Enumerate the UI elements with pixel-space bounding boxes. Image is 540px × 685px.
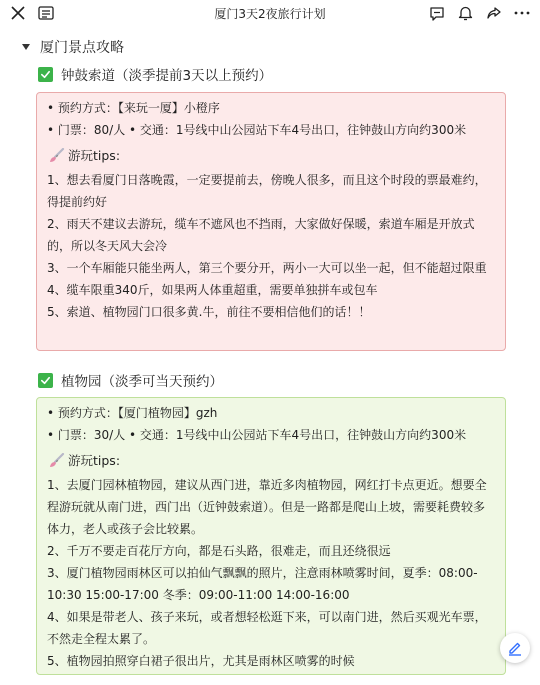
callout-card <box>36 92 506 351</box>
tip-item: 4、如果是带老人、孩子来玩，或者想轻松逛下来，可以南门进，然后买观光车票，不然走全程太累了。 <box>47 610 487 646</box>
booking-method: • 预约方式：【厦门植物园】gzh <box>47 406 218 420</box>
bell-icon[interactable] <box>455 3 475 23</box>
tip-item: 5、索道、植物园门口很多黄.牛，前往不要相信他们的话！！ <box>47 305 371 319</box>
attraction-title <box>38 370 223 390</box>
tip-item: 3、厦门植物园雨林区可以拍仙气飘飘的照片，注意雨林喷雾时间，夏季：08:00-10:30 15:00-17:00 冬季：09:00-11:00 14:00-16:00 <box>47 566 478 602</box>
checkbox-icon[interactable] <box>38 67 53 82</box>
checkbox-icon[interactable] <box>38 373 53 388</box>
attraction-title <box>38 64 272 84</box>
callout-card <box>36 397 506 675</box>
brush-icon <box>47 453 65 469</box>
booking-method: • 预约方式：【来玩一厦】小橙序 <box>47 101 220 115</box>
tip-item: 5、植物园拍照穿白裙子很出片，尤其是雨林区喷雾的时候 <box>47 654 355 668</box>
brush-icon <box>47 148 65 164</box>
close-icon[interactable] <box>8 3 28 23</box>
attraction-title-text: 植物园（淡季可当天预约） <box>61 374 223 390</box>
outline-icon[interactable] <box>36 3 56 23</box>
attraction-title-text: 钟鼓索道（淡季提前3天以上预约） <box>61 68 273 84</box>
tips-label: 游玩tips: <box>68 148 121 163</box>
ticket-transport: • 门票：80/人 • 交通：1号线中山公园站下车4号出口，往钟鼓山方向约300米 <box>47 123 467 137</box>
top-bar <box>0 0 540 26</box>
tips-label: 游玩tips: <box>68 453 121 468</box>
tip-item: 1、想去看厦门日落晚霞，一定要提前去，傍晚人很多，而且这个时段的票最难约，得提前约好 <box>47 173 487 209</box>
document-title: 厦门3天2夜旅行计划 <box>214 7 326 21</box>
tips-heading <box>47 448 495 474</box>
tip-item: 3、一个车厢能只能坐两人，第三个要分开，两小一大可以坐一起，但不能超过限重 <box>47 261 487 275</box>
ticket-transport: • 门票：30/人 • 交通：1号线中山公园站下车4号出口，往钟鼓山方向约300米 <box>47 428 467 442</box>
more-icon[interactable] <box>512 3 532 23</box>
share-icon[interactable] <box>484 3 504 23</box>
section-header[interactable] <box>22 37 124 57</box>
edit-button[interactable] <box>500 633 530 663</box>
comment-icon[interactable] <box>427 3 447 23</box>
caret-down-icon[interactable] <box>22 44 30 50</box>
tip-item: 2、雨天不建议去游玩，缆车不遮风也不挡雨，大家做好保暖，索道车厢是开放式的，所以冬天风大会冷 <box>47 217 475 253</box>
tip-item: 2、千万不要走百花厅方向，都是石头路，很难走，而且还绕很远 <box>47 544 391 558</box>
edit-icon <box>507 640 523 656</box>
section-title: 厦门景点攻略 <box>40 40 124 56</box>
tips-heading <box>47 143 495 169</box>
tip-item: 1、去厦门园林植物园，建议从西门进，靠近多肉植物园，网红打卡点更近。想要全程游玩就从南门进，西门出（近钟鼓索道）。但是一路都是爬山上坡，需要耗费较多体力，老人或孩子会比较累。 <box>47 478 487 536</box>
tip-item: 4、缆车限重340斤，如果两人体重超重，需要单独拼车或包车 <box>47 283 378 297</box>
